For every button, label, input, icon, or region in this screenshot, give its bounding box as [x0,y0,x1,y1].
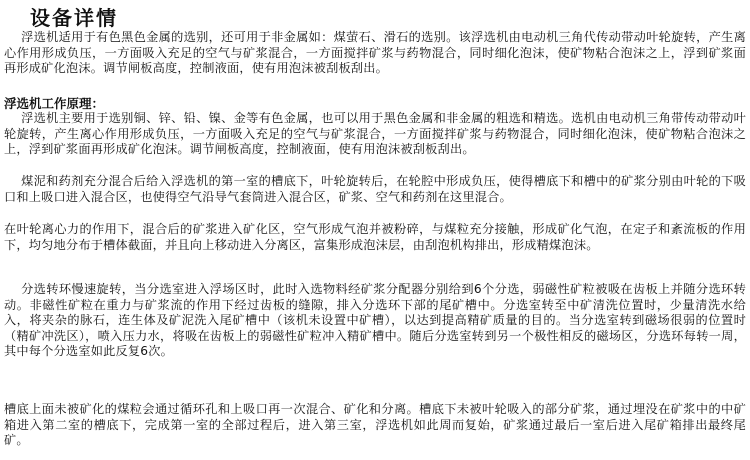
principle-paragraph-1: 浮选机主要用于选别铜、锌、铅、镍、金等有色金属，也可以用于黑色金属和非金属的粗选和精选。选机由电动机三角带传动带动叶轮旋转，产生离心作用形成负压，一方面吸入充足的空气与矿浆混合，一方面搅拌矿浆与药物混合，同时细化泡沫，使矿物粘合泡沫之上，浮到矿浆面再形成矿化泡沫。调节闸板高度，控制液面，使有用泡沫被刮板刮出。 [4,111,746,157]
principle-paragraph-2: 煤泥和药剂充分混合后给入浮选机的第一室的槽底下，叶轮旋转后，在轮腔中形成负压，使得槽底下和槽中的矿浆分别由叶轮的下吸口和上吸口进入混合区，也使得空气沿导气套筒进入混合区，矿浆、空气和药剂在这里混合。 [4,174,746,204]
principle-paragraph-3: 在叶轮离心力的作用下，混合后的矿浆进入矿化区，空气形成气泡并被粉碎，与煤粒充分接触，形成矿化气泡，在定子和紊流板的作用下，均匀地分布于槽体截面，并且向上移动进入分离区，富集形成泡沫层，由刮泡机构排出，形成精煤泡沫。 [4,222,746,252]
intro-paragraph: 浮选机适用于有色黑色金属的选别，还可用于非金属如：煤萤石、滑石的选别。该浮选机由电动机三角代传动带动叶轮旋转，产生离心作用形成负压，一方面吸入充足的空气与矿浆混合，一方面搅拌矿浆与药物混合，同时细化泡沫，使矿物粘合泡沫之上，浮到矿浆面再形成矿化泡沫。调节闸板高度，控制液面，使有用泡沫被刮板刮出。 [4,30,746,76]
section-title-working-principle: 浮选机工作原理： [4,96,105,111]
page-title: 设备详情 [30,6,118,30]
principle-paragraph-5: 槽底上面未被矿化的煤粒会通过循环孔和上吸口再一次混合、矿化和分离。槽底下未被叶轮吸入的部分矿浆，通过埋没在矿浆中的中矿箱进入第二室的槽底下，完成第一室的全部过程后，进入第三室，浮选机如此周而复始，矿浆通过最后一室后进入尾矿箱排出最终尾矿。 [4,402,746,448]
principle-paragraph-4: 分选转环慢速旋转，当分选室进入浮场区时，此时入选物料经矿浆分配器分别给到6个分选，弱磁性矿粒被吸在齿板上并随分选环转动。非磁性矿粒在重力与矿浆流的作用下经过齿板的缝隙，排入分选环下部的尾矿槽中。分选室转至中矿清洗位置时，少量清洗水给入，将夹杂的脉石，连生体及矿泥洗入尾矿槽中（该机未设置中矿槽），以达到提高精矿质量的目的。当分选室转到磁场很弱的位置时（精矿冲洗区），喷入压力水，将吸在齿板上的弱磁性矿粒冲入精矿槽中。随后分选室转到另一个极性相反的磁场区，分选环每转一周，其中每个分选室如此反复6次。 [4,282,746,359]
